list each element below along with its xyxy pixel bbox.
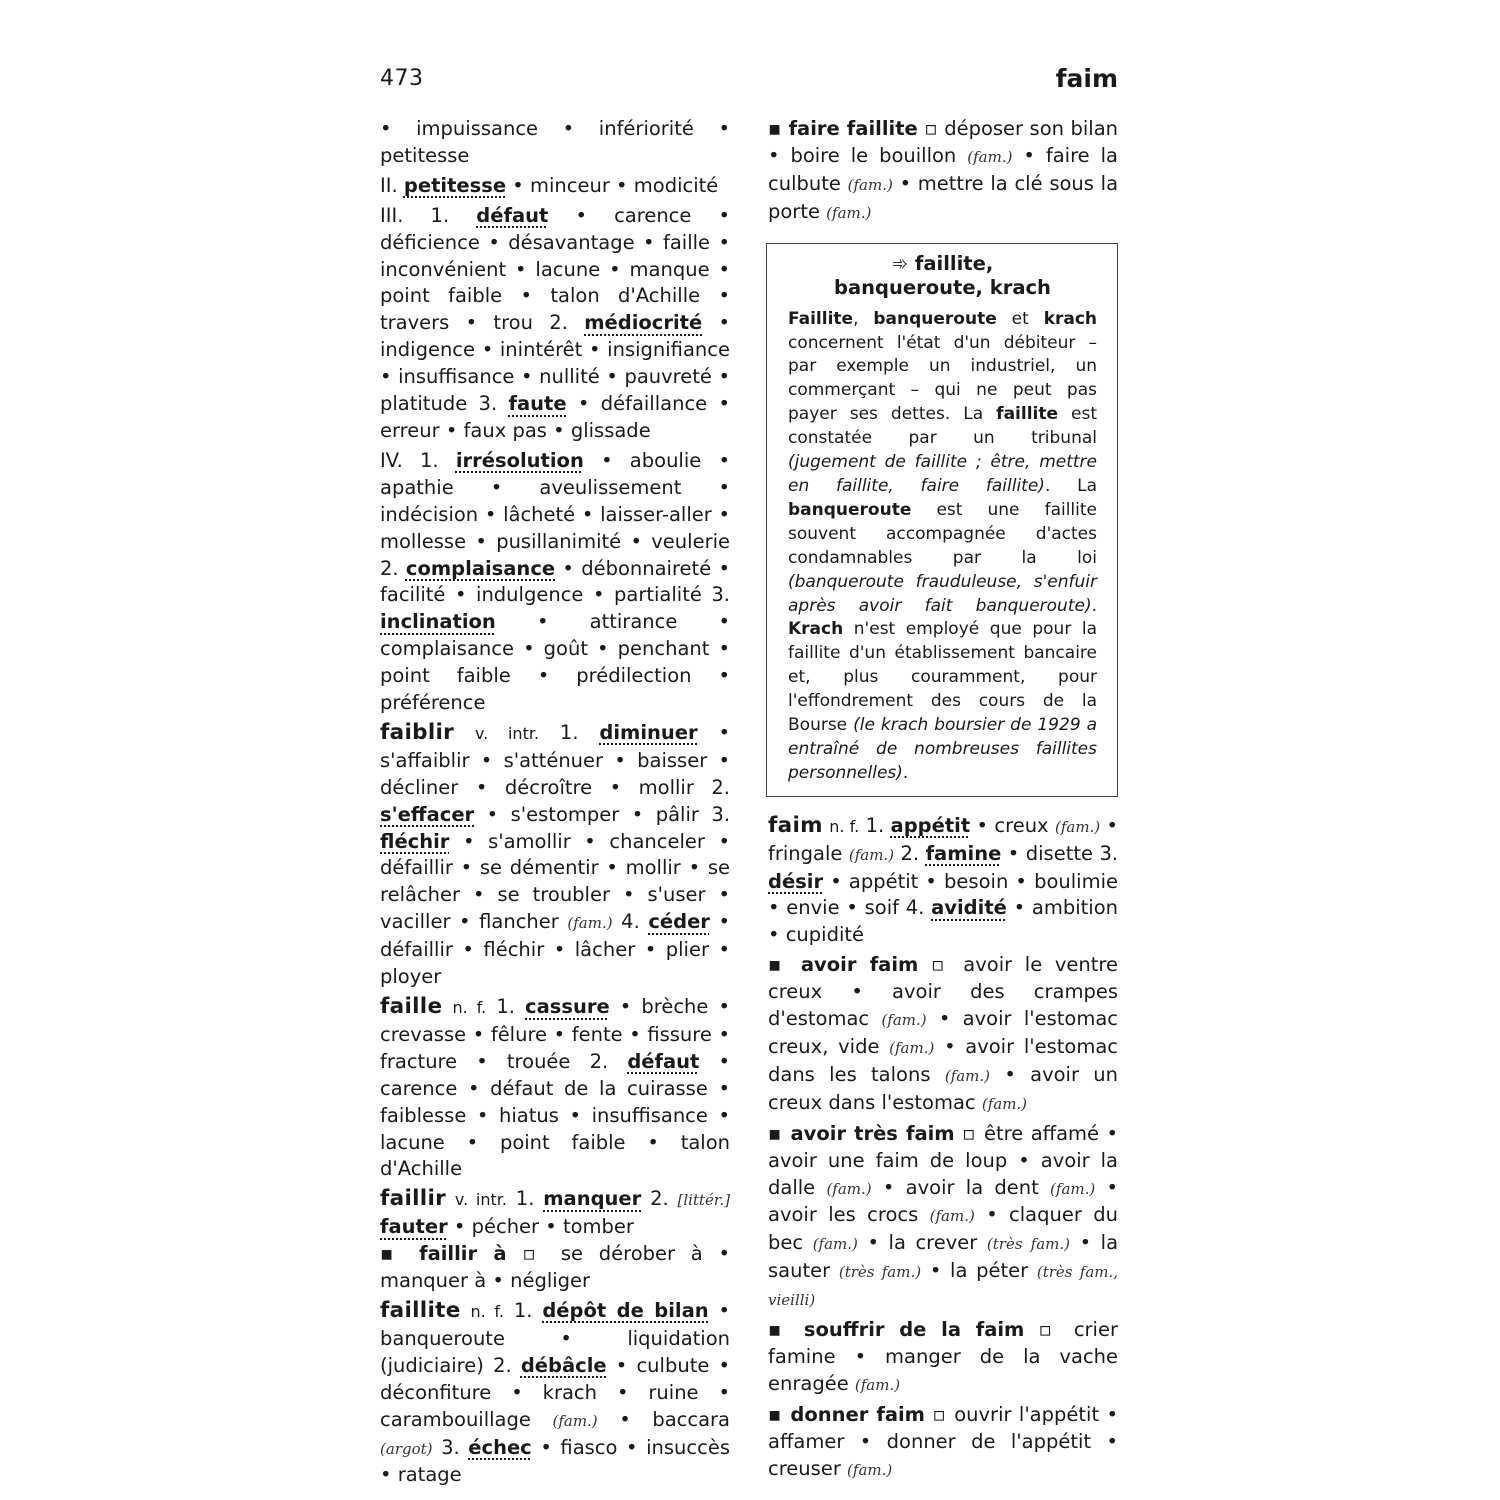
sense-II: II. petitesse • minceur • modicité <box>380 173 719 197</box>
entry-faille: faille n. f. 1. cassure • brèche • crevasse • fêlure • fente • fissure • fracture • trouée 2. défaut • carence • défaut de la cuirasse • faiblesse • hiatus • insuffisance • lacune • point faible • talon d'Achille <box>380 994 731 1181</box>
expression-donner-faim: ▪ donner faim ▫ ouvrir l'appétit • affamer • donner de l'appétit • creuser (fam.) <box>768 1402 1118 1480</box>
keyword: fléchir <box>380 829 450 853</box>
keyword: irrésolution <box>455 448 584 472</box>
keyword: inclination <box>380 610 496 634</box>
keyword: cassure <box>525 995 610 1018</box>
usage-note-box <box>766 243 1118 797</box>
page-number: 473 <box>380 66 424 91</box>
entry-faiblir: faiblir v. intr. 1. diminuer • s'affaiblir • s'atténuer • baisser • décliner • décroître • mollir 2. s'effacer • s'estomper • pâlir 3. fléchir • s'amollir • chanceler • défaillir • se démentir • mollir • se relâcher • se troubler • s'user • vaciller • flancher (fam.) 4. céder • défaillir • fléchir • lâcher • plier • ployer <box>380 719 731 989</box>
headword: faillir <box>380 1186 447 1212</box>
keyword: appétit <box>890 813 971 837</box>
usage-note-text: Faillite, banqueroute et krach concernent l'état d'un débiteur – par exemple un industriel, un commerçant – qui ne peut pas payer ses dettes. La faillite est constatée par un tribunal (jugement de faillite ; être, mettre en faillite, faire faillite). La banqueroute est une faillite souvent accompagnée d'actes condamnables par la loi (banqueroute frauduleuse, s'enfuir après avoir fait banqueroute). Krach n'est employé que pour la faillite d'un établissement bancaire et, plus couramment, pour l'effondrement des cours de la Bourse (le krach boursier de 1929 a entraîné de nombreuses faillites personnelles). <box>788 308 1098 783</box>
keyword: désir <box>768 869 824 893</box>
headword: faillite <box>380 1297 461 1323</box>
expression-avoir-faim: ▪ avoir faim ▫ avoir le ventre creux • avoir des crampes d'estomac (fam.) • avoir l'estomac creux, vide (fam.) • avoir l'estomac dans les talons (fam.) • avoir un creux dans l'estomac (fam.) <box>768 953 1119 1114</box>
entry-continuation: • impuissance • infériorité • petitesse <box>380 117 730 167</box>
keyword: défaut <box>476 203 549 227</box>
keyword: manquer <box>543 1187 642 1211</box>
keyword: débâcle <box>520 1353 607 1377</box>
keyword: s'effacer <box>380 802 475 826</box>
sense-III: III. 1. défaut • carence • déficience • désavantage • faille • inconvénient • lacune • manque • point faible • talon d'Achille • travers • trou 2. médiocrité • indigence • inintérêt • insignifiance • insuffisance • nullité • pauvreté • platitude 3. faute • défaillance • erreur • faux pas • glissade <box>380 203 731 442</box>
headword: faille <box>380 994 443 1019</box>
keyword: médiocrité <box>584 311 703 335</box>
keyword: défaut <box>627 1049 700 1073</box>
right-column <box>768 116 1118 1487</box>
keyword: échec <box>468 1435 532 1459</box>
keyword: complaisance <box>405 556 556 580</box>
entry-faim: faim n. f. 1. appétit • creux (fam.) • fringale (fam.) 2. famine • disette 3. désir • appétit • besoin • boulimie • envie • soif 4. avidité • ambition • cupidité <box>768 812 1119 947</box>
entry-faillir: faillir v. intr. 1. manquer 2. [littér.] fauter • pécher • tomber ▪ faillir à ▫ se dérober à • manquer à • négliger <box>380 1186 731 1293</box>
expression-faire-faillite: ▪ faire faillite ▫ déposer son bilan • boire le bouillon (fam.) • faire la culbute (fam.) • mettre la clé sous la porte (fam.) <box>768 117 1119 223</box>
expression-souffrir-de-la-faim: ▪ souffrir de la faim ▫ crier famine • manger de la vache enragée (fam.) <box>768 1318 1118 1395</box>
keyword: céder <box>648 910 710 934</box>
keyword: faute <box>508 392 567 416</box>
keyword: dépôt de bilan <box>542 1298 709 1322</box>
headword: faim <box>768 812 823 838</box>
sense-IV: IV. 1. irrésolution • aboulie • apathie • aveulissement • indécision • lâcheté • laisser-aller • mollesse • pusillanimité • veulerie 2. complaisance • débonnaireté • facilité • indulgence • partialité 3. inclination • attirance • complaisance • goût • penchant • point faible • prédilection • préférence <box>380 448 730 715</box>
keyword: fauter <box>380 1215 448 1239</box>
headword: faiblir <box>380 719 455 745</box>
entry-faillite: faillite n. f. 1. dépôt de bilan • banqueroute • liquidation (judiciaire) 2. débâcle • culbute • déconfiture • krach • ruine • carambouillage (fam.) • baccara (argot) 3. échec • fiasco • insuccès • ratage <box>380 1297 731 1487</box>
running-head: faim <box>1055 64 1118 93</box>
expression: ▪ faillir à <box>380 1242 507 1266</box>
expression-avoir-tres-faim: ▪ avoir très faim ▫ être affamé • avoir une faim de loup • avoir la dalle (fam.) • avoir la dent (fam.) • avoir les crocs (fam.) • claquer du bec (fam.) • la crever (très fam.) • la sauter (très fam.) • la péter (très fam., vieilli) <box>768 1121 1119 1310</box>
keyword: avidité <box>931 896 1007 920</box>
left-column <box>380 116 730 1492</box>
usage-note-title: ➾ faillite, banqueroute, krach <box>834 251 1051 299</box>
keyword: petitesse <box>403 173 507 197</box>
keyword: famine <box>925 841 1002 865</box>
keyword: diminuer <box>599 720 698 744</box>
